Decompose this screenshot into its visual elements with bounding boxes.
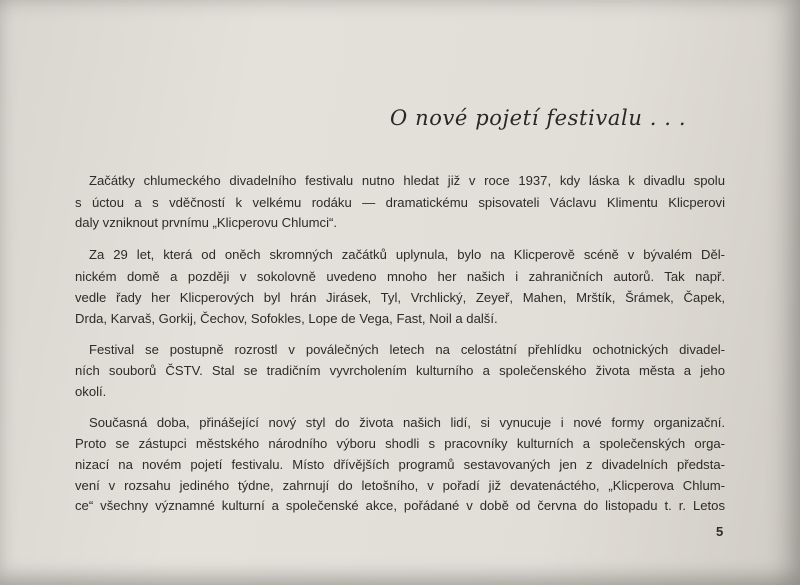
text-line: Festival se postupně rozrostl v poválečných letech na celostátní přehlídku ochotnických divadel- (89, 342, 725, 357)
page-heading: O nové pojetí festivalu . . . (390, 106, 687, 130)
text-line: vedle řady her Klicperových byl hrán Jirásek, Tyl, Vrchlický, Zeyeř, Mahen, Mrštík, Šrámek, Čapek, (75, 290, 725, 305)
text-line: ních souborů ČSTV. Stal se tradičním vyvrcholením kulturního a společenského života města a jeho (75, 363, 725, 378)
text-line: ce“ všechny významné kulturní a společenské akce, pořádané v době od června do listopadu t. r. Letos (75, 498, 725, 513)
text-line: Za 29 let, která od oněch skromných začátků uplynula, bylo na Klicperově scéně v bývalém Děl- (89, 247, 725, 262)
text-line: vení v rozsahu jediného týdne, zahrnují do letošního, v pořadí již devatenáctého, „Klicperova Chlum- (75, 478, 725, 493)
text-line: daly vzniknout prvnímu „Klicperovu Chlumci“. (75, 215, 337, 230)
text-line: nickém domě a později v sokolovně uvedeno mnoho her našich i zahraničních autorů. Tak např. (75, 269, 725, 284)
text-line: Drda, Karvaš, Gorkij, Čechov, Sofokles, Lope de Vega, Fast, Noil a další. (75, 311, 498, 326)
text-line: nizací na novém pojetí festivalu. Místo dřívějších programů sestavovaných jen z divadelních předsta- (75, 457, 725, 472)
text-line: okolí. (75, 384, 107, 399)
text-line: Současná doba, přinášející nový styl do života našich lidí, si vynucuje i nové formy organizační. (89, 415, 725, 430)
text-line: s úctou a s vděčností k velkému rodáku — dramatickému spisovateli Václavu Klimentu Klicperovi (75, 195, 725, 210)
text-line: Začátky chlumeckého divadelního festivalu nutno hledat již v roce 1937, kdy láska k divadlu spolu (89, 173, 725, 188)
page-number: 5 (716, 524, 724, 539)
text-line: Proto se zástupci městského národního výboru shodli s pracovníky kulturních a společenských orga- (75, 436, 725, 451)
